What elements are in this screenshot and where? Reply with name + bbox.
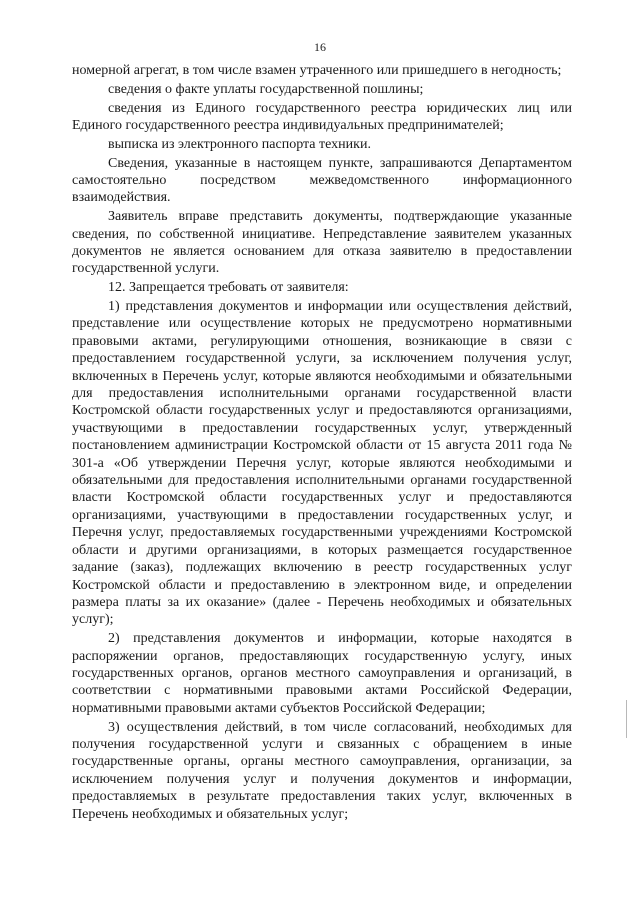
paragraph-9: 2) представления документов и информации, которые находятся в распоряжении органов, предоставляющих государственную услугу, иных государственных органов, органов местного самоуправления и организаций, в соответствии с нормативными правовыми актами Российской Федерации, нормативными правовыми актами субъектов Российской Федерации; [72,631,572,716]
paragraph-6: Заявитель вправе представить документы, подтверждающие указанные сведения, по собственной инициативе. Непредставление заявителем указанных документов не является основанием для отказа заявителю в предоставлении государственной услуги. [72,209,572,277]
paragraph-3: сведения из Единого государственного реестра юридических лиц или Единого государственного реестра индивидуальных предпринимателей; [72,100,572,133]
paragraph-2: сведения о факте уплаты государственной пошлины; [108,81,424,97]
document-body [72,62,572,824]
paragraph-5: Сведения, указанные в настоящем пункте, запрашиваются Департаментом самостоятельно посредством межведомственного информационного взаимодействия. [72,155,572,206]
scan-edge-mark [626,700,627,738]
paragraph-10: 3) осуществления действий, в том числе согласований, необходимых для получения государственной услуги и связанных с обращением в иные государственные органы, органы местного самоуправления, организации, за исключением получения услуг и получения документов и информации, предоставляемых в результате предоставления таких услуг, включенных в Перечень необходимых и обязательных услуг; [72,719,572,822]
paragraph-4: выписка из электронного паспорта техники. [108,136,371,152]
paragraph-7: 12. Запрещается требовать от заявителя: [108,280,349,296]
page-number: 16 [314,40,326,54]
paragraph-8: 1) представления документов и информации или осуществления действий, представление или осуществление которых не предусмотрено нормативными правовыми актами, регулирующими отношения, возникающие в связи с предоставлением государственной услуги, за исключением получения услуг, включенных в Перечень услуг, которые являются необходимыми и обязательными для предоставления исполнительными органами государственной власти Костромской области государственных услуг и предоставляются организациями, участвующими в предоставлении государственных услуг, утвержденный постановлением администрации Костромской области от 15 августа 2011 года № 301-а «Об утверждении Перечня услуг, которые являются необходимыми и обязательными для предоставления исполнительными органами государственной власти Костромской области государственных услуг и предоставляются организациями, участвующими в предоставлении государственных услуг, и Перечня услуг, предоставляемых государственными учреждениями Костромской области и другими организациями, в которых размещается государственное задание (заказ), подлежащих включению в реестр государственных услуг Костромской области и предоставлению в электронном виде, и определении размера платы за их оказание» (далее - Перечень необходимых и обязательных услуг); [72,299,572,628]
paragraph-1: номерной агрегат, в том числе взамен утраченного или пришедшего в негодность; [72,63,562,78]
